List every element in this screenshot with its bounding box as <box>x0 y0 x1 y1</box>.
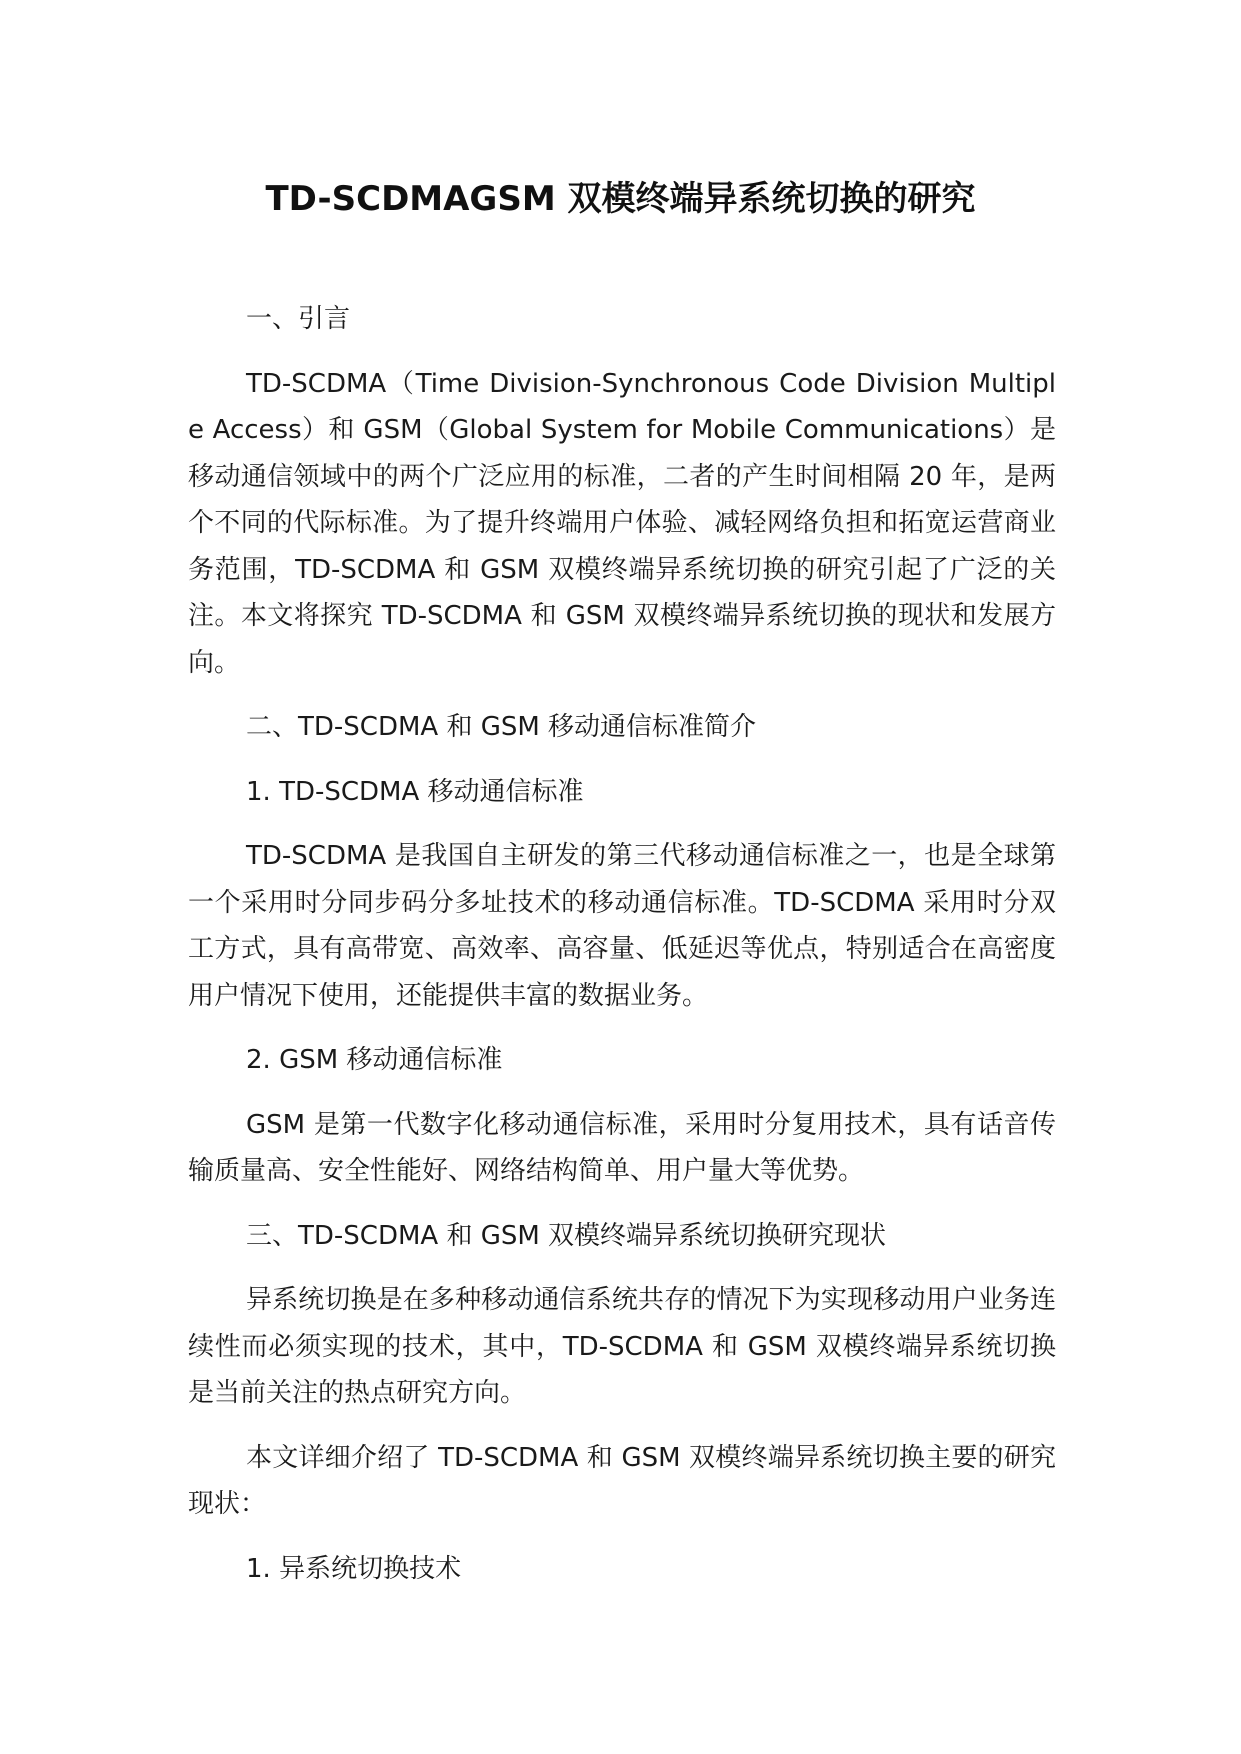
section-heading-standards-overview: 二、TD-SCDMA 和 GSM 移动通信标准简介 <box>246 712 757 742</box>
document-title: TD-SCDMAGSM 双模终端异系统切换的研究 <box>265 179 976 219</box>
subsection-heading-handover-tech: 1. 异系统切换技术 <box>246 1553 462 1584</box>
subsection-heading-td-scdma: 1. TD-SCDMA 移动通信标准 <box>246 776 584 807</box>
paragraph-research-intro: 本文详细介绍了 TD-SCDMA 和 GSM 双模终端异系统切换主要的研究现状： <box>188 1442 1056 1519</box>
section-heading-introduction: 一、引言 <box>246 304 351 334</box>
paragraph-td-scdma: TD-SCDMA 是我国自主研发的第三代移动通信标准之一，也是全球第一个采用时分同步码分多址技术的移动通信标准。TD-SCDMA 采用时分双工方式，具有高带宽、高效率、高容量、低延迟等优点，特别适合在高密度用户情况下使用，还能提供丰富的数据业务。 <box>188 841 1056 1011</box>
paragraph-introduction: TD-SCDMA（Time Division-Synchronous Code Division Multiple Access）和 GSM（Global System for Mobile Communications）是移动通信领域中的两个广泛应用的标准，二者的产生时间相隔 20 年，是两个不同的代际标准。为了提升终端用户体验、减轻网络负担和拓宽运营商业务范围，TD-SCDMA 和 GSM 双模终端异系统切换的研究引起了广泛的关注。本文将探究 TD-SCDMA 和 GSM 双模终端异系统切换的现状和发展方向。 <box>188 368 1056 678</box>
subsection-heading-gsm: 2. GSM 移动通信标准 <box>246 1045 503 1075</box>
paragraph-handover-definition: 异系统切换是在多种移动通信系统共存的情况下为实现移动用户业务连续性而必须实现的技术，其中，TD-SCDMA 和 GSM 双模终端异系统切换是当前关注的热点研究方向。 <box>188 1285 1056 1408</box>
section-heading-research-status: 三、TD-SCDMA 和 GSM 双模终端异系统切换研究现状 <box>246 1220 887 1251</box>
paragraph-gsm: GSM 是第一代数字化移动通信标准，采用时分复用技术，具有话音传输质量高、安全性能好、网络结构简单、用户量大等优势。 <box>188 1109 1056 1186</box>
document-body <box>188 296 1056 1610</box>
